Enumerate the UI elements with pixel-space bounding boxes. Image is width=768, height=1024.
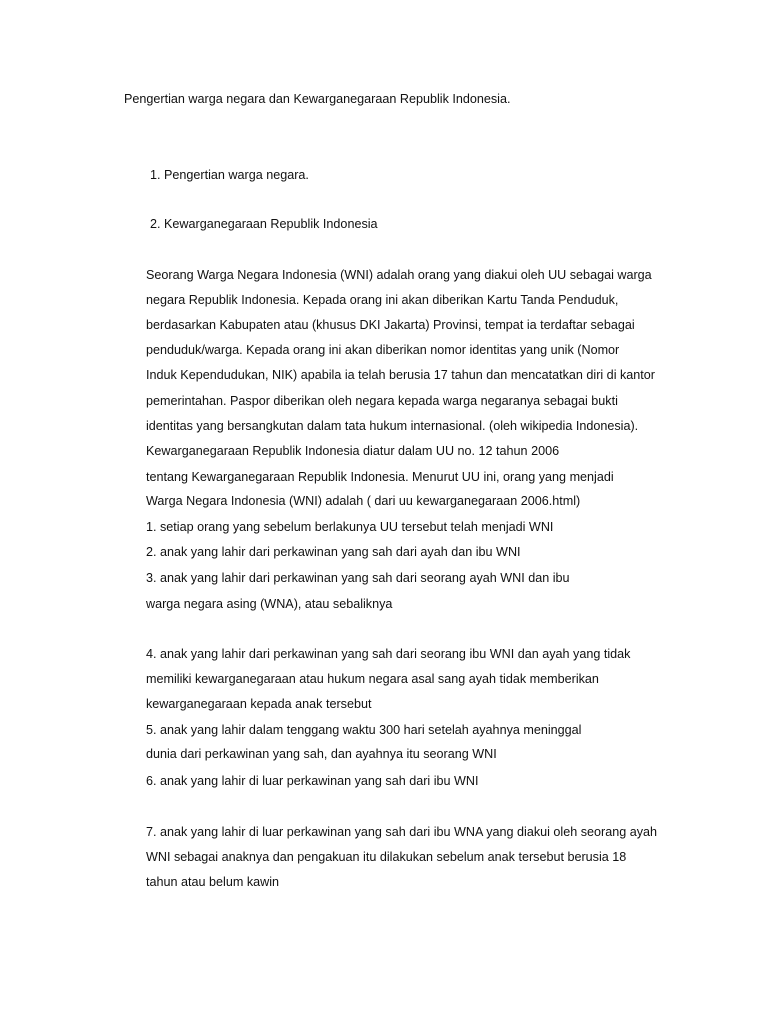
list-item-continuation: WNI sebagai anaknya dan pengakuan itu dilakukan sebelum anak tersebut berusia 18 [146,850,627,864]
paragraph-line: pemerintahan. Paspor diberikan oleh negara kepada warga negaranya sebagai bukti [146,394,618,408]
list-item-continuation: tahun atau belum kawin [146,875,280,889]
document-title: Pengertian warga negara dan Kewarganegaraan Republik Indonesia. [124,92,511,106]
paragraph-line: tentang Kewarganegaraan Republik Indonesia. Menurut UU ini, orang yang menjadi [146,470,614,484]
list-item: 7. anak yang lahir di luar perkawinan yang sah dari ibu WNA yang diakui oleh seorang ayah [146,825,658,839]
paragraph-line: berdasarkan Kabupaten atau (khusus DKI Jakarta) Provinsi, tempat ia terdaftar sebagai [146,318,635,332]
paragraph-line: Warga Negara Indonesia (WNI) adalah ( dari uu kewarganegaraan 2006.html) [146,494,581,508]
heading-2: 2. Kewarganegaraan Republik Indonesia [150,217,378,231]
list-item: 4. anak yang lahir dari perkawinan yang sah dari seorang ibu WNI dan ayah yang tidak [146,647,631,661]
list-item: 1. setiap orang yang sebelum berlakunya UU tersebut telah menjadi WNI [146,520,554,534]
list-item-continuation: dunia dari perkawinan yang sah, dan ayahnya itu seorang WNI [146,747,497,761]
list-item: 5. anak yang lahir dalam tenggang waktu 300 hari setelah ayahnya meninggal [146,723,582,737]
list-item: 6. anak yang lahir di luar perkawinan yang sah dari ibu WNI [146,774,479,788]
paragraph-line: Seorang Warga Negara Indonesia (WNI) adalah orang yang diakui oleh UU sebagai warga [146,268,652,282]
list-item-continuation: warga negara asing (WNA), atau sebaliknya [146,597,393,611]
paragraph-line: negara Republik Indonesia. Kepada orang ini akan diberikan Kartu Tanda Penduduk, [146,293,619,307]
paragraph-line: identitas yang bersangkutan dalam tata hukum internasional. (oleh wikipedia Indonesia). [146,419,639,433]
paragraph-line: Induk Kependudukan, NIK) apabila ia telah berusia 17 tahun dan mencatatkan diri di kantor [146,368,655,382]
list-item-continuation: memiliki kewarganegaraan atau hukum negara asal sang ayah tidak memberikan [146,672,599,686]
paragraph-line: penduduk/warga. Kepada orang ini akan diberikan nomor identitas yang unik (Nomor [146,343,620,357]
list-item-continuation: kewarganegaraan kepada anak tersebut [146,697,372,711]
list-item: 3. anak yang lahir dari perkawinan yang sah dari seorang ayah WNI dan ibu [146,571,570,585]
list-item: 2. anak yang lahir dari perkawinan yang sah dari ayah dan ibu WNI [146,545,521,559]
heading-1: 1. Pengertian warga negara. [150,168,309,182]
paragraph-line: Kewarganegaraan Republik Indonesia diatur dalam UU no. 12 tahun 2006 [146,444,560,458]
